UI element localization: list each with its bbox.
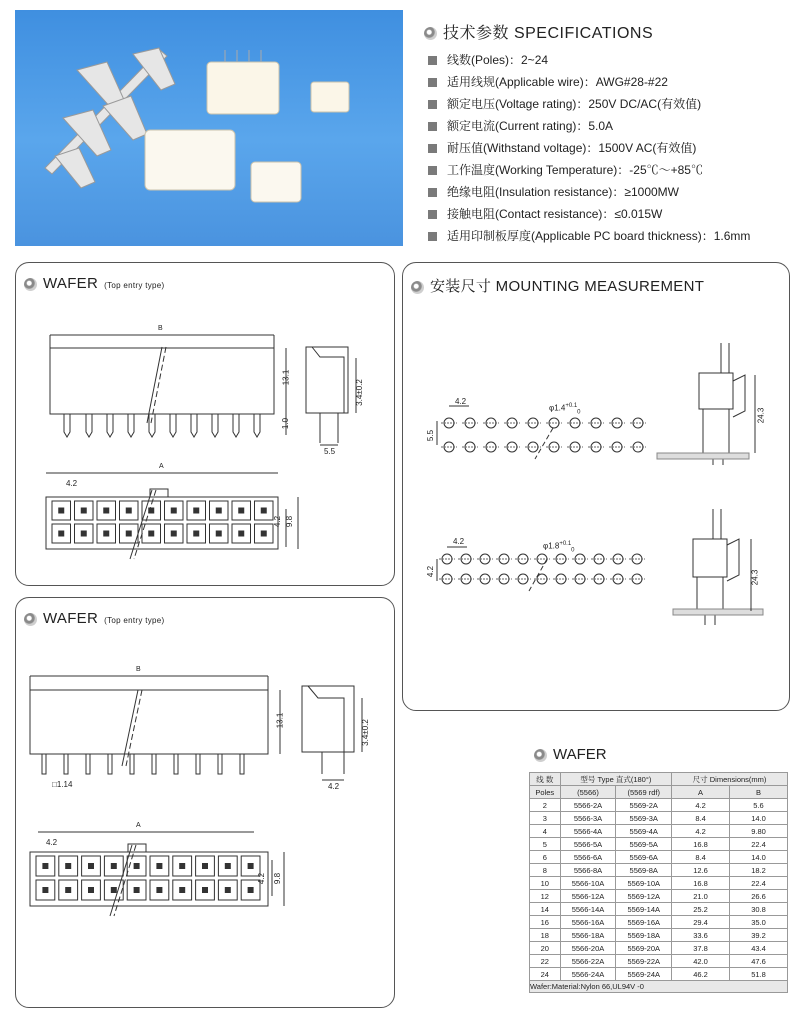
pin-square: [134, 887, 140, 893]
spec-item: 接触电阻(Contact resistance)：≤0.015W: [428, 203, 750, 225]
table-cell: 5566-20A: [560, 942, 616, 955]
table-cell: 5566-18A: [560, 929, 616, 942]
table-cell: 2: [530, 799, 561, 812]
pin-square: [65, 887, 71, 893]
table-cell: 16.8: [672, 838, 730, 851]
pin-square: [88, 887, 94, 893]
circle-bullet-icon: [424, 27, 437, 40]
table-cell: 5566-22A: [560, 955, 616, 968]
dim-label-a: A: [159, 463, 164, 470]
table-cell: 4.2: [672, 799, 730, 812]
dim-label-3-4: 3.4±0.2: [360, 719, 370, 746]
dim-label-24-3-top: 24.3: [756, 407, 766, 424]
table-cell: 10: [530, 877, 561, 890]
dim-label-1-14: □1.14: [52, 780, 73, 789]
table-cell: 5569-24A: [616, 968, 672, 981]
table-cell: 5566-14A: [560, 903, 616, 916]
pin-square: [202, 887, 208, 893]
pin-square: [42, 863, 48, 869]
table-cell: 25.2: [672, 903, 730, 916]
pin-square: [103, 531, 109, 537]
dim-label-4-2: 4.2: [426, 565, 436, 578]
pin-square: [111, 887, 117, 893]
table-row: [530, 942, 788, 955]
table-row: [530, 955, 788, 968]
pin-square: [261, 531, 267, 537]
wafer-panel-2-title: WAFER (Top entry type): [24, 610, 165, 627]
pin-square: [261, 508, 267, 514]
dim-label-phi-1-4: $\varphi 1.4^{+0.1}_0$: [549, 403, 581, 416]
spec-item: 绝缘电阻(Insulation resistance)：≥1000MW: [428, 181, 750, 203]
table-cell: 5566-5A: [560, 838, 616, 851]
pin-square: [238, 508, 244, 514]
pin-square: [126, 531, 132, 537]
spec-item: 工作温度(Working Temperature)：-25℃～+85℃: [428, 159, 750, 181]
table-cell: 5569-2A: [616, 799, 672, 812]
connector-parts-illustration: [15, 10, 403, 246]
specifications-title: 技术参数 SPECIFICATIONS: [424, 20, 653, 43]
pin-square: [193, 508, 199, 514]
pin-square: [225, 863, 231, 869]
square-bullet-icon: [428, 232, 437, 241]
table-cell: 4: [530, 825, 561, 838]
table-row: [530, 825, 788, 838]
spec-item: 适用印制板厚度(Applicable PC board thickness)：1.6mm: [428, 225, 750, 247]
header-b: B: [730, 786, 788, 799]
table-row: [530, 851, 788, 864]
square-bullet-icon: [428, 188, 437, 197]
dim-label-24-3-bottom: 24.3: [750, 569, 760, 586]
dim-label-pitch: 4.2: [66, 479, 78, 488]
pin-square: [216, 508, 222, 514]
header-type: 型号 Type 直式(180°): [560, 773, 671, 786]
dim-label-13-1: 13.1: [275, 712, 285, 729]
wafer-panel-1-title: WAFER (Top entry type): [24, 275, 165, 292]
table-cell: 5566-8A: [560, 864, 616, 877]
table-cell: 3: [530, 812, 561, 825]
table-row: [530, 890, 788, 903]
table-cell: 5566-2A: [560, 799, 616, 812]
table-cell: 20: [530, 942, 561, 955]
pin-square: [216, 531, 222, 537]
pin-square: [58, 508, 64, 514]
table-row: [530, 864, 788, 877]
table-cell: 5569-6A: [616, 851, 672, 864]
table-cell: 4.2: [672, 825, 730, 838]
table-cell: 37.8: [672, 942, 730, 955]
dim-label-4-2: 4.2: [273, 515, 283, 528]
pin-square: [42, 887, 48, 893]
table-row: [530, 929, 788, 942]
pin-square: [111, 863, 117, 869]
dim-label-5-5: 5.5: [324, 447, 336, 456]
table-cell: 6: [530, 851, 561, 864]
pin-square: [238, 531, 244, 537]
table-cell: 14.0: [730, 851, 788, 864]
table-row: [530, 877, 788, 890]
header-dimensions: 尺寸 Dimensions(mm): [672, 773, 788, 786]
table-cell: 46.2: [672, 968, 730, 981]
table-cell: 14.0: [730, 812, 788, 825]
spec-item: 线数(Poles)：2~24: [428, 49, 750, 71]
table-cell: 5566-16A: [560, 916, 616, 929]
table-cell: 9.80: [730, 825, 788, 838]
pin-square: [179, 887, 185, 893]
pin-square: [65, 863, 71, 869]
dim-label-4-2: 4.2: [257, 872, 267, 885]
mounting-panel-title: 安装尺寸 MOUNTING MEASUREMENT: [411, 275, 704, 296]
table-cell: 8: [530, 864, 561, 877]
table-cell: 47.6: [730, 955, 788, 968]
header-a: A: [672, 786, 730, 799]
mounting-drawing: [403, 263, 789, 710]
table-cell: 29.4: [672, 916, 730, 929]
table-cell: 22.4: [730, 838, 788, 851]
dim-label-pitch: 4.2: [46, 838, 58, 847]
square-bullet-icon: [428, 56, 437, 65]
table-cell: 16: [530, 916, 561, 929]
spec-item: 额定电压(Voltage rating)：250V DC/AC(有效值): [428, 93, 750, 115]
table-cell: 22: [530, 955, 561, 968]
table-cell: 16.8: [672, 877, 730, 890]
wafer-2-pins: [16, 598, 394, 1007]
table-cell: 5569-3A: [616, 812, 672, 825]
table-cell: 5569-18A: [616, 929, 672, 942]
pin-square: [202, 863, 208, 869]
pin-square: [248, 887, 254, 893]
table-cell: 5569-5A: [616, 838, 672, 851]
pin-square: [156, 887, 162, 893]
table-cell: 5566-10A: [560, 877, 616, 890]
table-cell: 33.6: [672, 929, 730, 942]
pin-square: [248, 863, 254, 869]
table-cell: 24: [530, 968, 561, 981]
table-row: [530, 838, 788, 851]
pin-square: [103, 508, 109, 514]
table-cell: 18.2: [730, 864, 788, 877]
pin-square: [179, 863, 185, 869]
product-photo: [15, 10, 403, 246]
table-cell: 26.6: [730, 890, 788, 903]
dim-label-4-2-side: 4.2: [328, 782, 340, 791]
dim-label-pitch-bottom: 4.2: [453, 537, 465, 546]
wafer-1-pins: [16, 263, 394, 585]
wafer-table-title: WAFER: [534, 746, 607, 763]
table-cell: 5569-8A: [616, 864, 672, 877]
pin-square: [156, 863, 162, 869]
table-footer: Wafer:Material:Nylon 66,UL94V -0: [530, 981, 788, 993]
table-cell: 5566-3A: [560, 812, 616, 825]
wafer-dimension-table: [529, 772, 788, 993]
wafer-panel-2: [15, 597, 395, 1008]
table-cell: 5569-20A: [616, 942, 672, 955]
table-cell: 5569-22A: [616, 955, 672, 968]
square-bullet-icon: [428, 78, 437, 87]
pin-square: [171, 531, 177, 537]
header-poles: Poles: [530, 786, 561, 799]
dim-label-b: B: [158, 325, 163, 332]
table-row: [530, 799, 788, 812]
spec-item: 额定电流(Current rating)：5.0A: [428, 115, 750, 137]
square-bullet-icon: [428, 166, 437, 175]
pin-square: [148, 508, 154, 514]
dim-label-b: B: [136, 666, 141, 673]
table-cell: 18: [530, 929, 561, 942]
table-cell: 5566-4A: [560, 825, 616, 838]
pin-square: [134, 863, 140, 869]
table-cell: 5569-12A: [616, 890, 672, 903]
table-cell: 39.2: [730, 929, 788, 942]
dim-label-9-8: 9.8: [285, 515, 295, 528]
table-cell: 8.4: [672, 851, 730, 864]
table-cell: 5566-12A: [560, 890, 616, 903]
table-cell: 5569-4A: [616, 825, 672, 838]
table-cell: 5566-24A: [560, 968, 616, 981]
wafer-panel-1: [15, 262, 395, 586]
specifications-list: [428, 49, 750, 247]
table-cell: 5569-16A: [616, 916, 672, 929]
square-bullet-icon: [428, 100, 437, 109]
table-cell: 43.4: [730, 942, 788, 955]
table-cell: 5569-10A: [616, 877, 672, 890]
spec-item: 耐压值(Withstand voltage)：1500V AC(有效值): [428, 137, 750, 159]
table-row: [530, 968, 788, 981]
pin-square: [81, 531, 87, 537]
dim-label-3-4: 3.4±0.2: [354, 379, 364, 406]
table-cell: 12: [530, 890, 561, 903]
header-poles-cn: 线 数: [530, 773, 561, 786]
pin-square: [81, 508, 87, 514]
table-cell: 35.0: [730, 916, 788, 929]
table-cell: 12.6: [672, 864, 730, 877]
header-5566: (5566): [560, 786, 616, 799]
table-row: [530, 916, 788, 929]
table-cell: 5.6: [730, 799, 788, 812]
dim-label-1-0: 1.0: [281, 417, 291, 430]
table-cell: 5: [530, 838, 561, 851]
square-bullet-icon: [428, 210, 437, 219]
dim-label-5-5: 5.5: [426, 429, 436, 442]
mounting-panel: [402, 262, 790, 711]
square-bullet-icon: [428, 144, 437, 153]
pin-square: [171, 508, 177, 514]
dim-label-13-1: 13.1: [281, 369, 291, 386]
header-5569: (5569 rdf): [616, 786, 672, 799]
spec-item: 适用线规(Applicable wire)：AWG#28-#22: [428, 71, 750, 93]
pin-square: [58, 531, 64, 537]
pin-square: [126, 508, 132, 514]
table-cell: 5566-6A: [560, 851, 616, 864]
table-cell: 30.8: [730, 903, 788, 916]
table-row: [530, 903, 788, 916]
table-cell: 51.8: [730, 968, 788, 981]
table-cell: 21.0: [672, 890, 730, 903]
table-cell: 42.0: [672, 955, 730, 968]
pin-square: [148, 531, 154, 537]
circle-bullet-icon: [534, 749, 547, 762]
table-row: [530, 812, 788, 825]
square-bullet-icon: [428, 122, 437, 131]
pin-square: [193, 531, 199, 537]
dim-label-9-8: 9.8: [273, 872, 283, 885]
table-cell: 8.4: [672, 812, 730, 825]
pin-square: [88, 863, 94, 869]
dim-label-pitch-top: 4.2: [455, 397, 467, 406]
dim-label-phi-1-8: $\varphi 1.8^{+0.1}_0$: [543, 541, 575, 554]
table-cell: 22.4: [730, 877, 788, 890]
pin-square: [225, 887, 231, 893]
table-cell: 5569-14A: [616, 903, 672, 916]
dim-label-a: A: [136, 822, 141, 829]
table-cell: 14: [530, 903, 561, 916]
